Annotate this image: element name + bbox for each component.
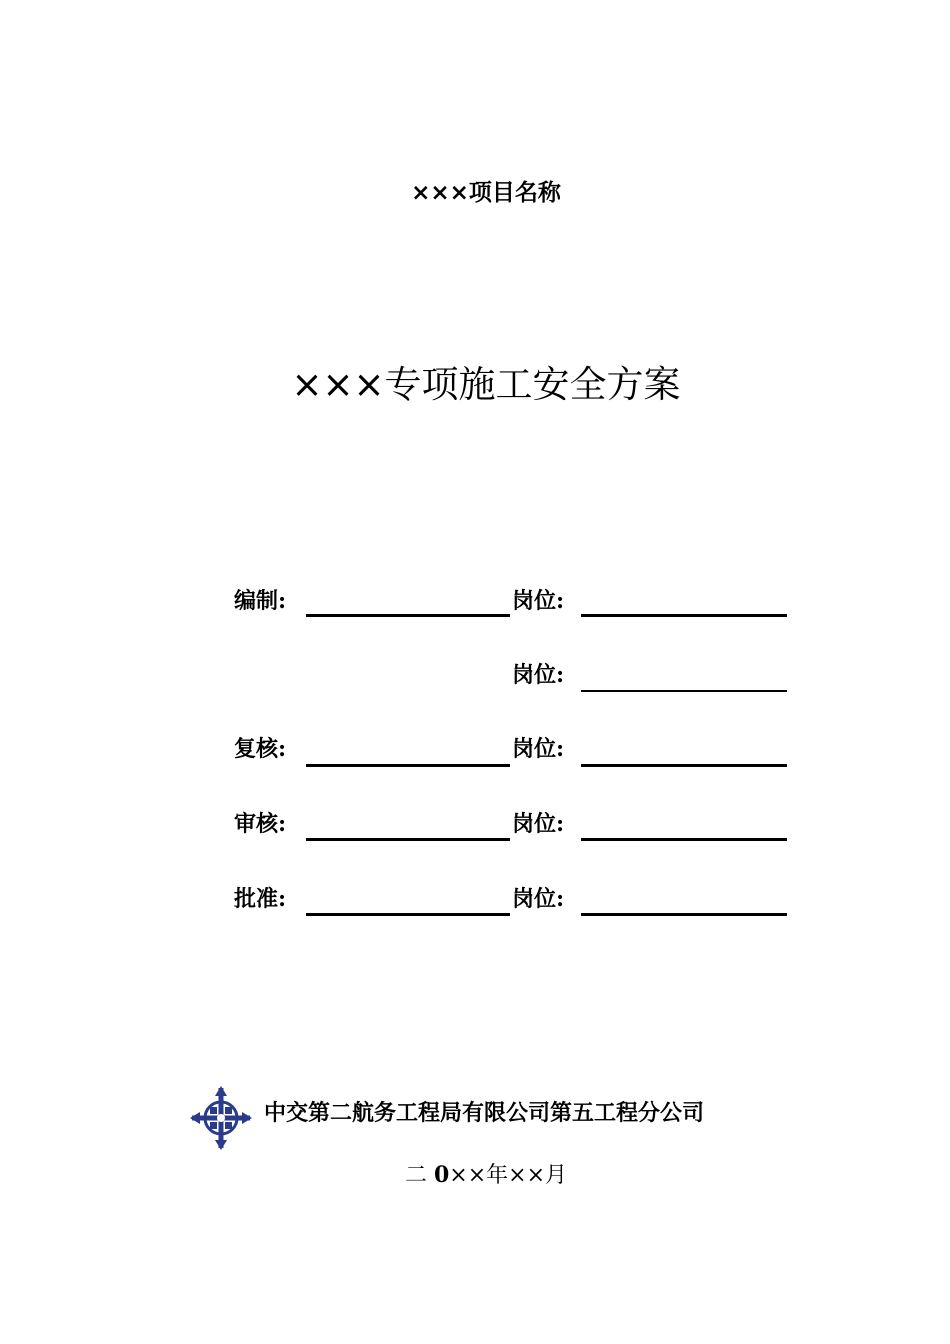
reviewer-position-label: 岗位: xyxy=(512,736,565,762)
extra-position-label: 岗位: xyxy=(512,662,565,688)
compiler-label: 编制: xyxy=(234,588,287,614)
compiler-position-line[interactable] xyxy=(581,614,787,617)
approver-label: 批准: xyxy=(234,886,287,912)
auditor-position-label: 岗位: xyxy=(512,811,565,837)
company-name: 中交第二航务工程局有限公司第五工程分公司 xyxy=(264,1100,705,1126)
date-prefix: 二 xyxy=(404,1163,434,1188)
company-block xyxy=(190,1086,790,1150)
approver-signature-line[interactable] xyxy=(306,913,510,916)
reviewer-label: 复核: xyxy=(234,736,287,762)
document-title: ×××专项施工安全方案 xyxy=(291,363,681,406)
date-zero: 0 xyxy=(433,1162,450,1188)
document-date xyxy=(0,1158,950,1189)
date-suffix: ××年××月 xyxy=(449,1163,568,1188)
approver-position-line[interactable] xyxy=(581,913,787,916)
compiler-signature-line[interactable] xyxy=(306,614,510,617)
auditor-signature-line[interactable] xyxy=(306,838,510,841)
auditor-label: 审核: xyxy=(234,811,287,837)
project-name: ×××项目名称 xyxy=(411,180,561,206)
reviewer-position-line[interactable] xyxy=(581,764,787,767)
compiler-position-label: 岗位: xyxy=(512,588,565,614)
cccc-logo-icon xyxy=(190,1086,252,1150)
extra-position-line[interactable] xyxy=(581,690,787,692)
approver-position-label: 岗位: xyxy=(512,886,565,912)
auditor-position-line[interactable] xyxy=(581,838,787,841)
reviewer-signature-line[interactable] xyxy=(306,764,510,767)
